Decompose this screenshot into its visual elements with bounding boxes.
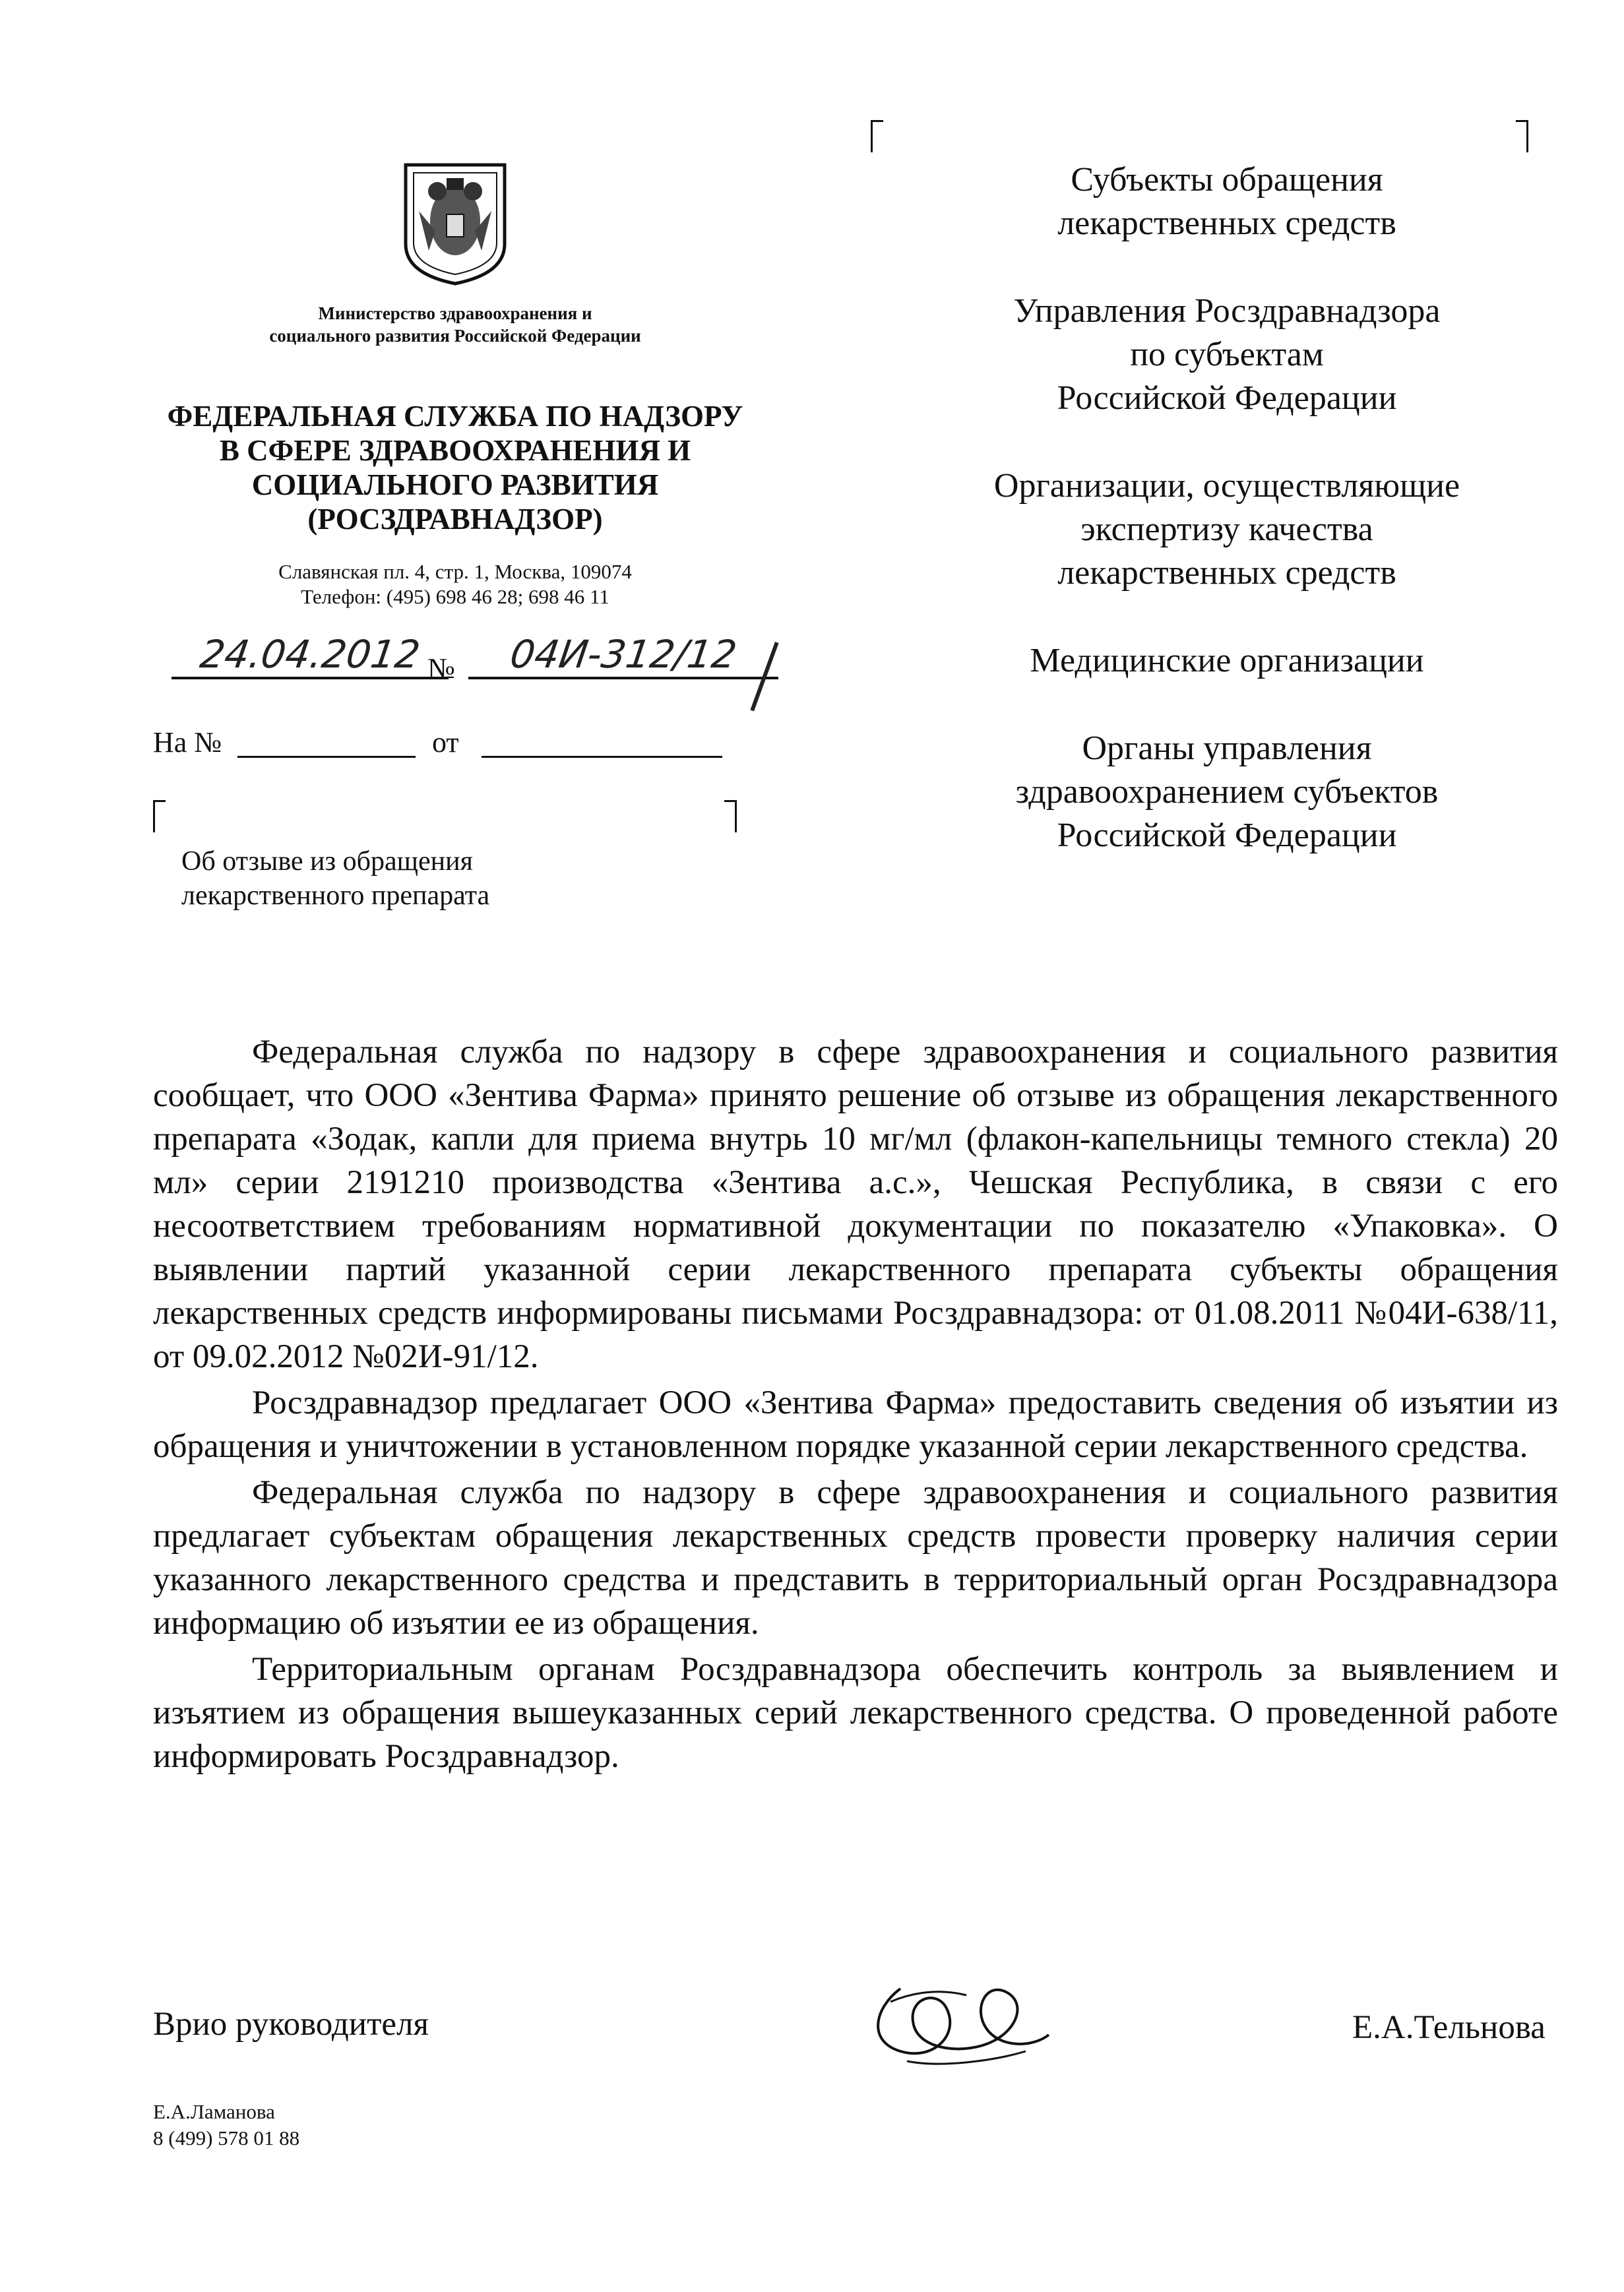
signatory-name: Е.А.Тельнова xyxy=(1352,2009,1546,2046)
agency-contacts xyxy=(198,559,712,609)
recipient-item xyxy=(923,158,1530,245)
body-paragraph: Росздравнадзор предлагает ООО «Зентива Фарма» предоставить сведения об изъятии из обращения и уничтожении в установленном порядке указанной серии лекарственного средства. xyxy=(153,1384,1558,1465)
recipient-line: по субъектам xyxy=(1130,336,1324,373)
recipient-line: Медицинские организации xyxy=(1030,642,1424,679)
recipient-item xyxy=(923,290,1530,420)
reply-number-label: На № xyxy=(153,726,222,759)
recipient-line: Организации, осуществляющие xyxy=(993,467,1460,505)
reply-number-blank xyxy=(237,756,416,758)
recipient-line: Органы управления xyxy=(1082,729,1372,767)
agency-line: ФЕДЕРАЛЬНАЯ СЛУЖБА ПО НАДЗОРУ xyxy=(167,400,743,433)
recipient-line: экспертизу качества xyxy=(1080,511,1373,548)
agency-name xyxy=(145,399,765,536)
recipient-line: Российской Федерации xyxy=(1057,379,1397,417)
executor-phone: 8 (499) 578 01 88 xyxy=(153,2126,300,2150)
registration-number-label: № xyxy=(427,652,455,685)
agency-phone: Телефон: (495) 698 46 28; 698 46 11 xyxy=(301,585,609,608)
handwritten-signature-icon xyxy=(861,1962,1059,2074)
recipient-line: Российской Федерации xyxy=(1057,817,1397,854)
executor-name: Е.А.Ламанова xyxy=(153,2100,275,2123)
signatory-title: Врио руководителя xyxy=(153,2006,429,2043)
recipient-line: здравоохранением субъектов xyxy=(1015,773,1439,811)
subject-bracket-right xyxy=(724,800,737,832)
agency-line: В СФЕРЕ ЗДРАВООХРАНЕНИЯ И xyxy=(219,434,691,467)
reply-date-blank xyxy=(482,756,722,758)
registration-date-field xyxy=(172,632,449,679)
agency-line: СОЦИАЛЬНОГО РАЗВИТИЯ xyxy=(251,468,659,501)
reply-from-label: от xyxy=(432,726,459,759)
recipient-line: лекарственных средств xyxy=(1057,204,1396,242)
recipients-block xyxy=(923,158,1530,902)
executor-info xyxy=(153,2099,299,2152)
recipient-line: лекарственных средств xyxy=(1057,554,1396,592)
body-paragraph: Федеральная служба по надзору в сфере здравоохранения и социального развития предлагает субъектам обращения лекарственных средств провести проверку наличия серии указанного лекарственного средства и представить в территориальный орган Росздравнадзора информацию об изъятии ее из обращения. xyxy=(153,1474,1558,1642)
registration-number-field xyxy=(468,632,778,679)
subject-bracket-left xyxy=(153,800,166,832)
letter-subject xyxy=(181,844,643,913)
ministry-line: Министерство здравоохранения и xyxy=(318,303,592,323)
recipient-item xyxy=(923,727,1530,857)
letter-body xyxy=(153,1030,1558,1778)
subject-line: лекарственного препарата xyxy=(181,881,490,911)
recipient-item xyxy=(923,464,1530,595)
agency-line: (РОСЗДРАВНАДЗОР) xyxy=(307,503,603,536)
registration-number: 04И-312/12 xyxy=(507,632,739,677)
recipient-line: Управления Росздравнадзора xyxy=(1013,292,1441,330)
subject-line: Об отзыве из обращения xyxy=(181,846,473,877)
recipient-item xyxy=(923,639,1530,683)
recipients-bracket-right xyxy=(1516,120,1528,152)
ministry-name xyxy=(198,302,712,347)
coat-of-arms-emblem-icon xyxy=(399,158,511,287)
registration-line xyxy=(158,632,792,691)
recipients-bracket-left xyxy=(871,120,883,152)
body-paragraph: Федеральная служба по надзору в сфере здравоохранения и социального развития сообщает, что ООО «Зентива Фарма» принято решение об отзыве из обращения лекарственного препарата «Зодак, капли для приема внутрь 10 мг/мл (флакон-капельницы темного стекла) 20 мл» серии 2191210 производства «Зентива а.с.», Чешская Республика, в связи с его несоответствием требованиям нормативной документации по показателю «Упаковка». О выявлении партий указанной серии лекарственного препарата субъекты обращения лекарственных средств информированы письмами Росздравнадзора: от 01.08.2011 №04И-638/11, от 09.02.2012 №02И-91/12. xyxy=(153,1034,1558,1375)
registration-date: 24.04.2012 xyxy=(197,632,423,677)
recipient-line: Субъекты обращения xyxy=(1071,161,1383,199)
ministry-line: социального развития Российской Федерации xyxy=(269,326,641,346)
agency-address: Славянская пл. 4, стр. 1, Москва, 109074 xyxy=(278,560,632,583)
body-paragraph: Территориальным органам Росздравнадзора обеспечить контроль за выявлением и изъятием из обращения вышеуказанных серий лекарственного средства. О проведенной работе информировать Росздравнадзор. xyxy=(153,1651,1558,1775)
